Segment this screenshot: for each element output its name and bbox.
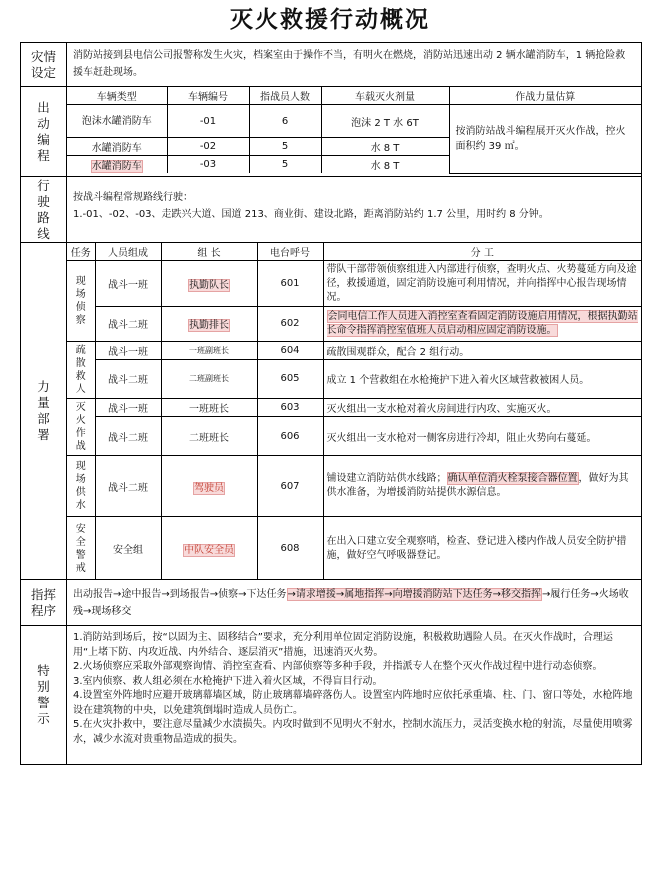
table-row: 战斗二班 二班班长 606 灭火组出一支水枪对一侧客房进行冷却，阻止火势向右蔓延。 — [67, 416, 641, 456]
list-item: 5.在火灾扑救中，要注意尽量减少水渍损失。内攻时做到不见明火不射水，控制水流压力，灵活变换水枪的射流，尽量使用喷雾水，减少水流对贵重物品造成的损失。 — [73, 719, 633, 745]
operation-table — [20, 42, 642, 765]
disaster-label: 灾情设定 — [21, 43, 67, 86]
task-extinguish: 灭 火 作 战 — [75, 401, 86, 452]
route-label: 行 驶 路 线 — [21, 177, 67, 242]
dispatch-section — [21, 87, 641, 177]
task-evacuate: 疏 散 救 人 — [75, 344, 86, 395]
task-safety: 安 全 警 戒 — [75, 523, 86, 574]
command-flow: 出动报告→途中报告→到场报告→侦察→下达任务→请求增援→属地指挥→向增援消防站下达任务→移交指挥→履行任务→火场收残→现场移交 — [73, 589, 629, 617]
col-vehicle-type: 车辆类型 — [67, 87, 167, 105]
route-section — [21, 177, 641, 243]
disaster-text: 消防站接到县电信公司报警称发生火灾，档案室由于操作不当，有明火在燃烧，消防站迅速出动 2 辆水罐消防车，1 辆抢险救援车赶赴现场。 — [73, 50, 626, 78]
command-label: 指挥程序 — [21, 580, 67, 625]
table-row: 疏 散 救 人 战斗一班 一班副班长 604 疏散围观群众，配合 2 组行动。 — [67, 341, 641, 359]
warning-section — [21, 626, 641, 764]
col-crew: 指战员人数 — [249, 87, 321, 105]
table-row: 泡沫水罐消防车 -01 6 泡沫 2 T 水 6T 按消防站战斗编程展开灭火作战，控火面积约 39 ㎡。 — [67, 105, 641, 138]
list-item: 3.室内侦察、救人组必须在水枪掩护下进入着火区域，不得盲目行动。 — [73, 675, 383, 687]
table-row: 现 场 供 水 战斗二班 驾驶员 607 铺设建立消防站供水线路；确认单位消火栓泵接合器位置，做好为其供水准备，为增援消防站提供水源信息。 — [67, 456, 641, 517]
table-row: 水罐消防车 -02 5 水 8 T — [67, 138, 641, 156]
force-estimate: 按消防站战斗编程展开灭火作战，控火面积约 39 ㎡。 — [449, 105, 641, 174]
list-item: 1.消防站到场后，按“以固为主、固移结合”要求，充分利用单位固定消防设施，积极救助遇险人员。在灭火作战时，合理运用“上堵下防、内攻近战、内外结合、逐层消灭”措施，迅速消灭火势。 — [73, 632, 613, 658]
warning-label: 特 别 警 示 — [21, 626, 67, 764]
list-item: 4.设置室外阵地时应避开玻璃幕墙区域，防止玻璃幕墙碎落伤人。设置室内阵地时应依托承重墙、柱、门、窗口等处，水枪阵地设在建筑物的中央，以免建筑倒塌时造成人员伤亡。 — [73, 690, 633, 716]
dispatch-table — [67, 87, 641, 174]
disaster-section — [21, 43, 641, 87]
force-label: 力 量 部 署 — [21, 243, 67, 579]
warning-list — [67, 626, 641, 764]
table-row: 现 场 侦 察 战斗一班 执勤队长 601 带队干部带领侦察组进入内部进行侦察，查明火点、火势蔓延方向及途径，救援通道，固定消防设施可利用情况，并向指挥中心报告现场情况。 — [67, 261, 641, 307]
force-table: 任务 人员组成 组 长 电台呼号 分 工 现 场 侦 察 战斗一班 执勤队长 601 带队干部带领侦察组进入内部进行侦察，查明火点、火势蔓延方向及途径，救援通道，固定消防设施可利用情况，并向指挥中心报告现场情况。 战斗二班 执勤排长 602 会同电信工作人员进入消控室查看固定消防设施启用情况，根据执勤站长命令指挥消控室值班人员启动相应固定消防设施。 疏 散 救 人 战斗一班 一班副班长 604 疏散围观群众，配合 2 组行动。 战斗二班 二班副班长 605 成立 1 个营救组在水枪掩护下进入着火区域营救被困人员。 灭 火 作 战 战斗一班 一班班长 603 灭火组出一支水枪对着火房间进行内攻、实施灭火。 战斗二班 二班班长 606 灭火组出一支水枪对一侧客房进行冷却，阻止火势向右蔓延。 现 场 供 水 战斗二班 驾驶员 607 铺设建立消防站供水线路；确认单位消火栓泵接合器位置，做好为其供水准备，为增援消防站提供水源信息。 安 全 警 戒 安全组 中队安全员 608 在出入口建立安全观察哨，检查、登记进入楼内作战人员安全防护措施，做好空气呼吸器登记。 — [67, 243, 641, 580]
col-estimate: 作战力量估算 — [449, 87, 641, 105]
table-row: 水罐消防车 -03 5 水 8 T — [67, 156, 641, 174]
route-intro: 按战斗编程常规路线行驶： — [73, 192, 193, 203]
col-vehicle-code: 车辆编号 — [167, 87, 249, 105]
task-water-supply: 现 场 供 水 — [75, 461, 86, 512]
dispatch-label: 出 动 编 程 — [21, 87, 67, 176]
command-section — [21, 580, 641, 626]
table-row: 战斗二班 二班副班长 605 成立 1 个营救组在水枪掩护下进入着火区域营救被困人员。 — [67, 359, 641, 398]
col-agent: 车载灭火剂量 — [321, 87, 449, 105]
task-recon: 现 场 侦 察 — [75, 275, 86, 326]
list-item: 2.火场侦察应采取外部观察询情、消控室查看、内部侦察等多种手段，并指派专人在整个灭火作战过程中进行动态侦察。 — [73, 661, 603, 672]
table-row: 安 全 警 戒 安全组 中队安全员 608 在出入口建立安全观察哨，检查、登记进入楼内作战人员安全防护措施，做好空气呼吸器登记。 — [67, 517, 641, 580]
route-detail: 1.-01、-02、-03、走跌兴大道、国道 213、商业街、建设北路，距离消防站约 1.7 公里，用时约 8 分钟。 — [73, 209, 549, 220]
force-section — [21, 243, 641, 580]
table-row: 战斗二班 执勤排长 602 会同电信工作人员进入消控室查看固定消防设施启用情况，根据执勤站长命令指挥消控室值班人员启动相应固定消防设施。 — [67, 307, 641, 342]
table-row: 灭 火 作 战 战斗一班 一班班长 603 灭火组出一支水枪对着火房间进行内攻、实施灭火。 — [67, 398, 641, 416]
document-title: 灭火救援行动概况 — [230, 7, 430, 33]
